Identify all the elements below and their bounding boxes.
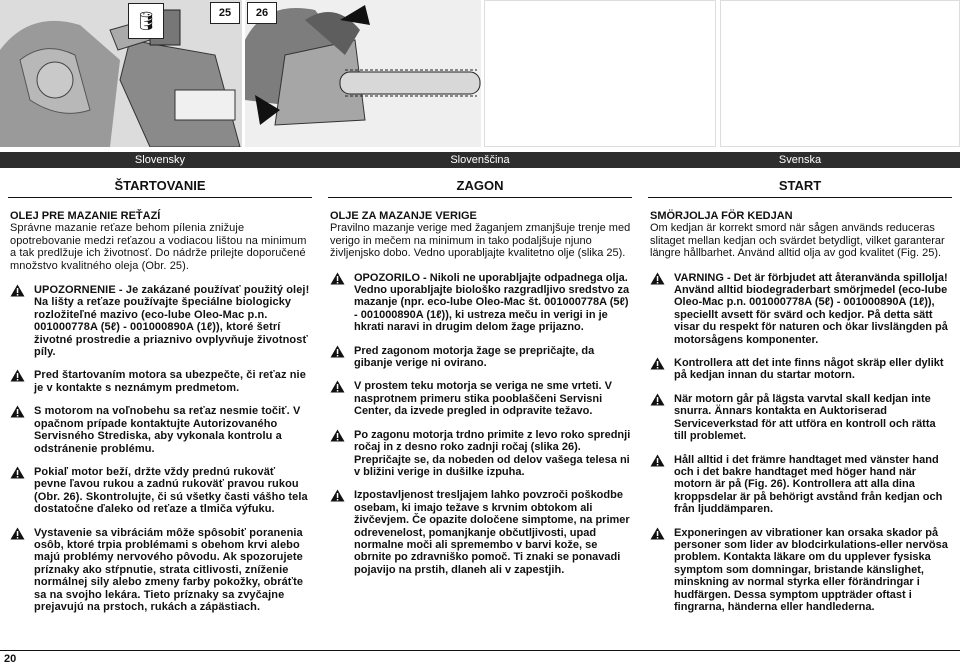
divider: [328, 197, 632, 198]
warning-item: [650, 527, 950, 614]
column-slovenian: [330, 210, 632, 587]
divider: [8, 197, 312, 198]
warning-text: UPOZORNENIE - Je zakázané používať použitý olej! Na lišty a reťaze používajte špeciálne biologicky rozložiteľné mazivo (eco-lube Oleo-Mac p.n. 001000778A (5ℓ) - 001000890A (1ℓ)), ktoré šetrí životné prostredie a priaznivo ovplyvňuje životnosť píly.: [34, 284, 310, 359]
footer-divider: [0, 650, 960, 651]
intro-paragraph: Pravilno mazanje verige med žaganjem zmanjšuje trenje med verigo in mečem na minimum in tako podaljšuje njuno življenjsko dobo. Vedno uporabljajte kvalitetno olje (slika 25).: [330, 222, 631, 260]
warning-text: Exponeringen av vibrationer kan orsaka skador på personer som lider av blodcirkulations-eller nervösa problem. Kontakta läkare om du upplever fysiska symptom som domningar, bristande känslighet, minskning av normal styrka eller förändringar i hudfärgen. Dessa symptom uppträder oftast i fingrarna, händerna eller handlederna.: [674, 526, 948, 613]
warning-text: Vystavenie sa vibráciám môže spôsobiť poranenia osôb, ktoré trpia problémami s obehom krvi alebo majú problémy nervového pôvodu. Ak spozorujete príznaky ako stŕpnutie, strata citlivosti, zníženie normálnej sily alebo zmeny farby pokožky, obráťte sa na svojho lekára. Tieto príznaky sa zvyčajne prejavujú na prstoch, rukách a zápästiach.: [34, 526, 304, 613]
figure-number: 26: [247, 2, 277, 24]
figure-number: 25: [210, 2, 240, 24]
oil-can-icon: 🛢: [128, 3, 164, 39]
warning-triangle-icon: [10, 405, 25, 418]
warning-triangle-icon: [650, 272, 665, 285]
language-swedish: Svenska: [778, 154, 822, 166]
warning-text: Pred štartovaním motora sa ubezpečte, či reťaz nie je v kontakte s neznámym predmetom.: [34, 369, 306, 394]
column-heading: OLJE ZA MAZANJE VERIGE: [330, 210, 477, 222]
warning-text: Izpostavljenost tresljajem lahko povzroči poškodbe osebam, ki imajo težave s krvnim obtokom ali živčevjem. Če opazite določene simptome, na primer odrevenelost, pomanjkanje občutljivosti, upad normalne moči ali spremembo v barvi kože, se obrnite po zdravniško pomoč. Ti znaki se ponavadi pojavijo na prstih, dlaneh ali v zapestjih.: [354, 489, 630, 576]
warning-triangle-icon: [330, 429, 345, 442]
warning-triangle-icon: [330, 380, 345, 393]
warning-item: [650, 454, 950, 516]
warning-text: Pred zagonom motorja žage se prepričajte, da gibanje verige ni ovirano.: [354, 344, 595, 370]
warning-item: [10, 405, 310, 455]
warning-item: [330, 272, 632, 334]
blank-figure-panel: [720, 0, 960, 147]
figure-25-refuel-oil: [0, 0, 242, 147]
warning-item: [330, 429, 632, 479]
warning-triangle-icon: [10, 466, 25, 479]
warning-text: Kontrollera att det inte finns något skräp eller dylikt på kedjan innan du startar motorn.: [674, 357, 944, 382]
warning-item: [650, 272, 950, 346]
warning-triangle-icon: [10, 284, 25, 297]
section-title-swedish: START: [778, 178, 822, 193]
warning-item: [650, 357, 950, 382]
column-heading: OLEJ PRE MAZANIE REŤAZÍ: [10, 210, 161, 222]
section-title-slovak: ŠTARTOVANIE: [114, 178, 206, 193]
warning-triangle-icon: [10, 369, 25, 382]
warning-item: [10, 527, 310, 614]
warning-triangle-icon: [10, 527, 25, 540]
warning-text: V prostem teku motorja se veriga ne sme vrteti. V nasprotnem primeru stika pooblaščeni Servisni Center, da izvede pregled in odpravite težavo.: [354, 380, 612, 418]
warning-triangle-icon: [330, 345, 345, 358]
warning-text: VARNING - Det är förbjudet att återanvända spillolja! Använd alltid biodegraderbart smörjmedel (eco-lube Oleo-Mac p.n. 001000778A (5ℓ) - 001000890A (1ℓ)), speciellt avsett för svärd och kedjor. På detta sätt visar du respekt för naturen och ökar livslängden på motorsågens komponenter.: [674, 271, 948, 346]
warning-item: [10, 466, 310, 516]
warning-item: [330, 489, 632, 576]
column-slovak: [10, 210, 310, 624]
warning-item: [650, 393, 950, 443]
intro-paragraph: Om kedjan är korrekt smord när sågen används reduceras slitaget mellan kedjan och svärdet betydligt, vilket garanterar längre hållbarhet. Använd alltid olja av god kvalitet (Fig. 25).: [650, 222, 945, 260]
chainsaw-handling-illustration: [245, 0, 481, 147]
warning-triangle-icon: [330, 272, 345, 285]
warning-triangle-icon: [650, 393, 665, 406]
page-number: 20: [4, 653, 17, 665]
blank-figure-panel: [484, 0, 716, 147]
warning-triangle-icon: [650, 357, 665, 370]
warning-text: Håll alltid i det främre handtaget med vänster hand och i det bakre handtaget med höger hand när motorn är på (Fig. 26). Kontrollera att alla dina kroppsdelar är på behörigt avstånd från kedjan och från ljuddämparen.: [674, 453, 943, 516]
language-bar: [0, 152, 960, 168]
warning-triangle-icon: [650, 527, 665, 540]
divider: [648, 197, 952, 198]
column-swedish: [650, 210, 950, 624]
warning-text: Po zagonu motorja trdno primite z levo roko sprednji ročaj in z desno roko zadnji ročaj (slika 26). Prepričajte se, da nobeden od delov vašega telesa ni v bližini verige in dušilke izpuha.: [354, 428, 631, 478]
warning-triangle-icon: [650, 454, 665, 467]
language-slovenian: Slovenščina: [450, 154, 510, 166]
warning-text: När motorn går på lägsta varvtal skall kedjan inte snurra. Ännars kontakta en Auktoriserad Serviceverkstad för att utföra en kontroll och rätta till problemet.: [674, 392, 936, 443]
warning-text: OPOZORILO - Nikoli ne uporabljajte odpadnega olja. Vedno uporabljajte biološko razgradljivo sredstvo za mazanje (npr. eco-lube Oleo-Mac št. 001000778A (5ℓ) - 001000890A (1ℓ)), ki ustreza meču in verigi in je hkrati naravi in drugim delom žage prijazno.: [354, 271, 630, 334]
warning-item: [10, 369, 310, 394]
warning-item: [330, 380, 632, 417]
chainsaw-oil-tank-illustration: [0, 0, 242, 147]
language-slovak: Slovensky: [134, 154, 186, 166]
section-title-slovenian: ZAGON: [456, 178, 504, 193]
warning-text: S motorom na voľnobehu sa reťaz nesmie točiť. V opačnom prípade kontaktujte Autorizovaného Servisného Strediska, aby vykonala kontrolu a odstránenie problému.: [34, 405, 301, 455]
warning-text: Pokiaľ motor beží, držte vždy prednú rukoväť pevne ľavou rukou a zadnú rukoväť pravou rukou (Obr. 26). Skontrolujte, či sú všetky časti vášho tela dostatočne ďaleko od reťaze a tlmiča výfuku.: [34, 465, 308, 516]
column-heading: SMÖRJOLJA FÖR KEDJAN: [650, 210, 793, 222]
warning-item: [330, 345, 632, 370]
warning-triangle-icon: [330, 489, 345, 502]
intro-paragraph: Správne mazanie reťaze behom pílenia znižuje opotrebovanie medzi reťazou a vodiacou lištou na minimum a tak predlžuje ich životnosť. Do nádrže prilejte doporučené množstvo kvalitného oleja (Obr. 25).: [10, 222, 307, 272]
warning-item: [10, 284, 310, 358]
figure-26-chainsaw-grip: [245, 0, 481, 147]
